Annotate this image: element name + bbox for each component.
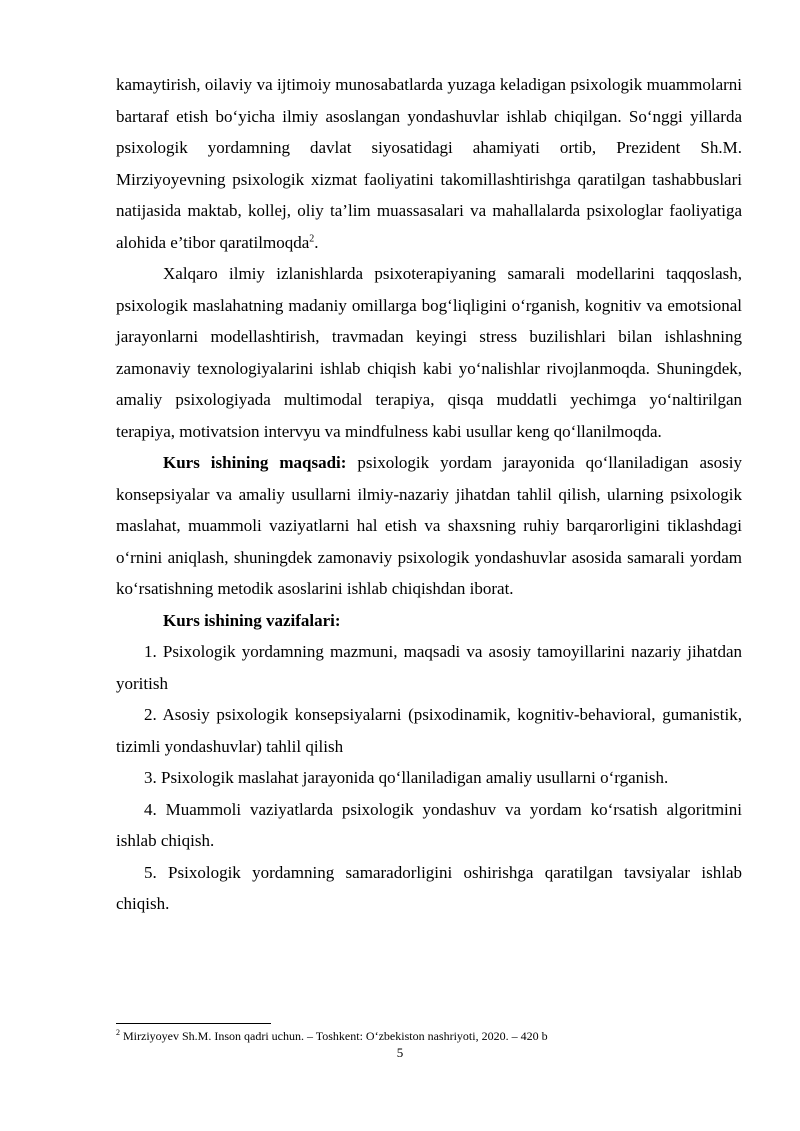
goal-text: psixologik yordam jarayonida qo‘llaniladigan asosiy konsepsiyalar va amaliy usullarni ilmiy-nazariy jihatdan tahlil qilish, ularning psixologik maslahat, muammoli vaziyatlarni hal etish va shaxsning ruhiy barqarorligini tiklashdagi o‘rnini aniqlash, shuningdek zamonaviy psixologik yondashuvlar asosida samarali yordam ko‘rsatishning metodik asoslarini ishlab chiqishdan iborat. (116, 453, 742, 598)
footnote-text: Mirziyoyev Sh.M. Inson qadri uchun. – Toshkent: O‘zbekiston nashriyoti, 2020. – 420 b (120, 1029, 548, 1043)
task-item-2: 2. Asosiy psixologik konsepsiyalarni (psixodinamik, kognitiv-behavioral, gumanistik, tizimli yondashuvlar) tahlil qilish (116, 705, 742, 756)
footnote-divider (116, 1023, 271, 1024)
footnote-reference: 2 (309, 232, 315, 244)
page-body (116, 69, 742, 920)
footnote-marker: 2 (116, 1028, 120, 1037)
footnote (116, 1029, 742, 1044)
goal-label: Kurs ishining maqsadi: (163, 453, 347, 472)
page-number: 5 (396, 1045, 404, 1060)
task-item-4: 4. Muammoli vaziyatlarda psixologik yondashuv va yordam ko‘rsatish algoritmini ishlab chiqish. (116, 799, 742, 850)
paragraph-international-research: Xalqaro ilmiy izlanishlarda psixoterapiyaning samarali modellarini taqqoslash, psixologik maslahatning madaniy omillarga bog‘liqligini o‘rganish, kognitiv va emotsional jarayonlarni modellashtirish, travmadan keyingi stress buzilishlari bilan ishlashning zamonaviy texnologiyalarini ishlab chiqish kabi yo‘nalishlar rivojlanmoqda. Shuningdek, amaliy psixologiyada multimodal terapiya, qisqa muddatli yechimga yo‘naltirilgan terapiya, motivatsion intervyu va mindfulness kabi usullar keng qo‘llanilmoqda. (116, 264, 742, 441)
tasks-heading: Kurs ishining vazifalari: (163, 610, 341, 630)
paragraph-intro (116, 69, 742, 258)
paragraph-intro-end: . (314, 232, 319, 252)
task-item-1: 1. Psixologik yordamning mazmuni, maqsadi va asosiy tamoyillarini nazariy jihatdan yoritish (116, 642, 742, 693)
task-item-3: 3. Psixologik maslahat jarayonida qo‘llaniladigan amaliy usullarni o‘rganish. (144, 768, 669, 787)
paragraph-intro-text: kamaytirish, oilaviy va ijtimoiy munosabatlarda yuzaga keladigan psixologik muammolarni bartaraf etish bo‘yicha ilmiy asoslangan yondashuvlar ishlab chiqilgan. So‘nggi yillarda psixologik yordamning davlat siyosatidagi ahamiyati ortib, Prezident Sh.M. Mirziyoyevning psixologik xizmat faoliyatini takomillashtirishga qaratilgan tashabbuslari natijasida maktab, kollej, oliy ta’lim muassasalari va mahallalarda psixologlar faoliyatiga alohida e’tibor qaratilmoqda (116, 75, 742, 252)
paragraph-goal (116, 447, 742, 605)
task-item-5: 5. Psixologik yordamning samaradorligini oshirishga qaratilgan tavsiyalar ishlab chiqish. (116, 862, 742, 913)
